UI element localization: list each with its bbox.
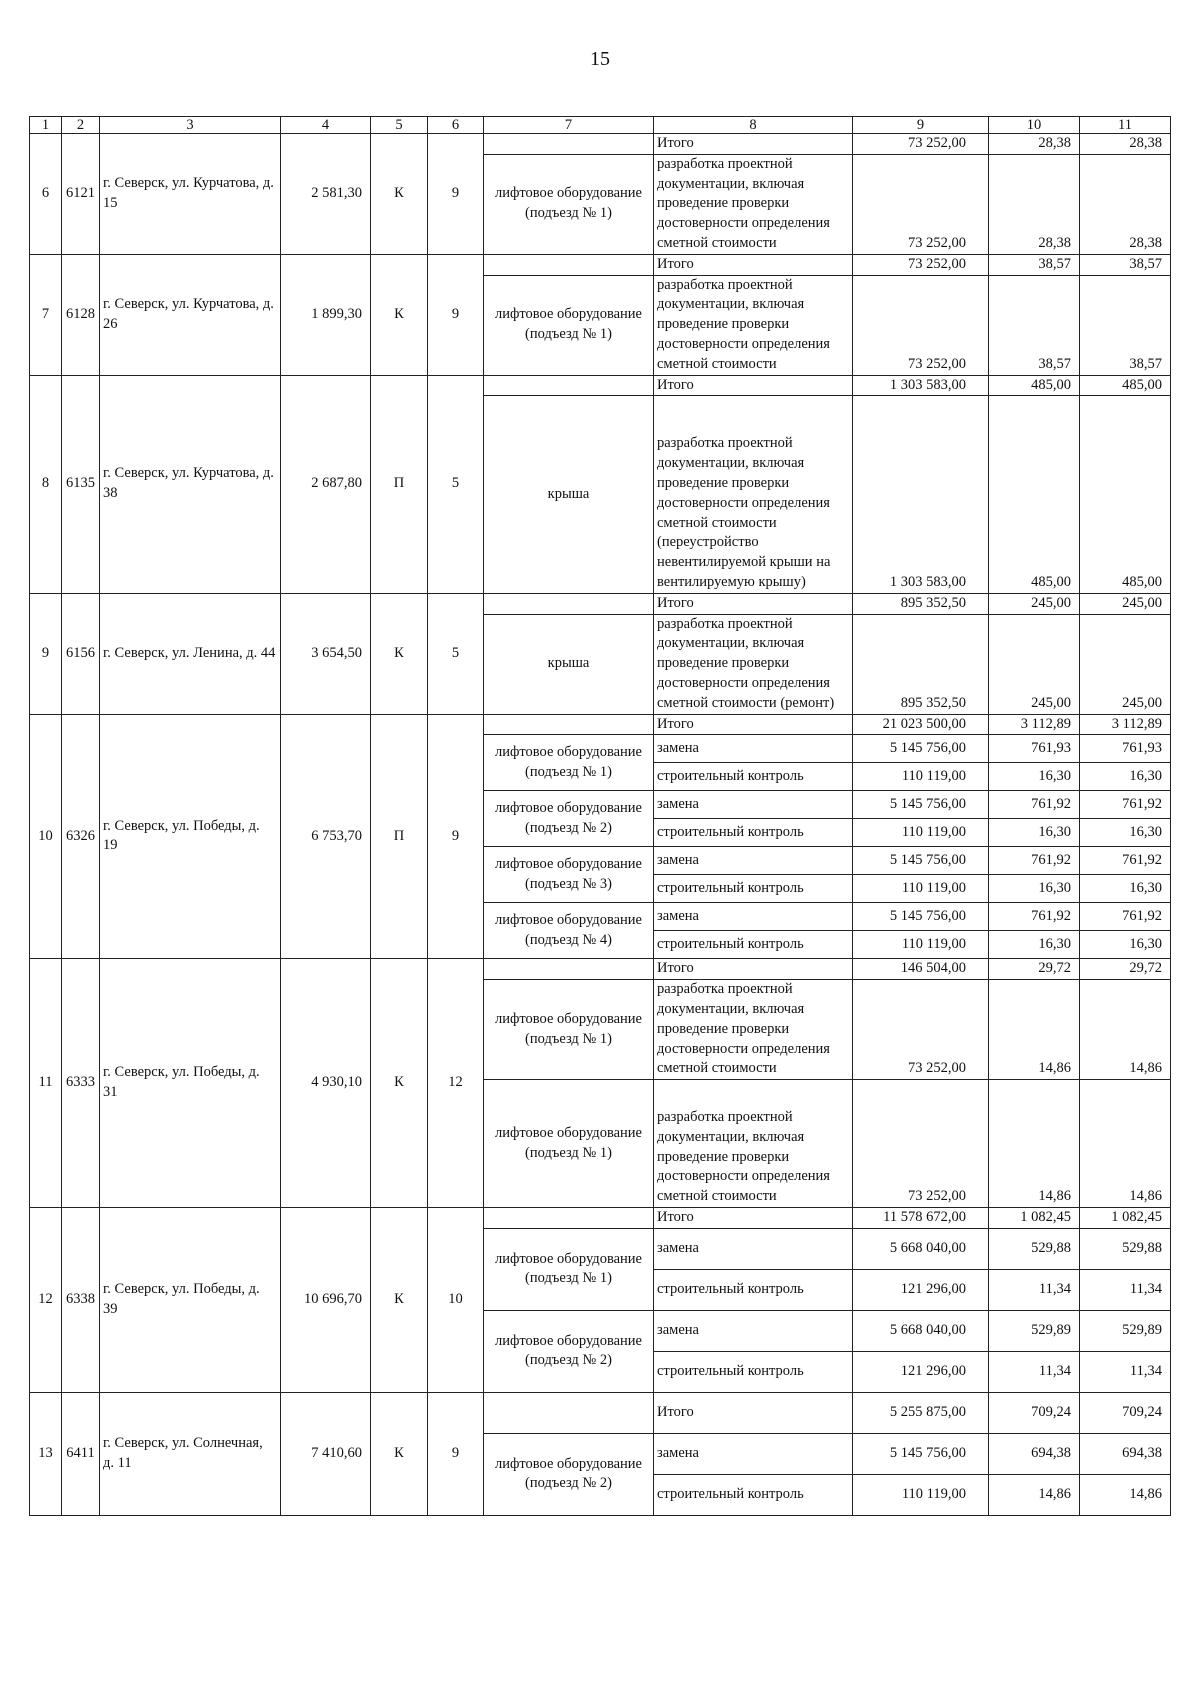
row-area: 1 899,30 bbox=[281, 254, 371, 375]
total-spacer bbox=[484, 959, 654, 980]
value-v9: 73 252,00 bbox=[853, 1080, 989, 1208]
element-name: лифтовое оборудование (подъезд № 2) bbox=[484, 791, 654, 847]
total-v11: 485,00 bbox=[1080, 375, 1171, 396]
total-v9: 73 252,00 bbox=[853, 254, 989, 275]
table-row bbox=[30, 714, 1171, 735]
row-area: 10 696,70 bbox=[281, 1208, 371, 1393]
row-floors: 9 bbox=[428, 134, 484, 255]
element-name: крыша bbox=[484, 396, 654, 593]
work-description: строительный контроль bbox=[654, 1474, 853, 1515]
row-type: К bbox=[371, 1392, 428, 1515]
value-v11: 761,93 bbox=[1080, 735, 1171, 763]
total-spacer bbox=[484, 1392, 654, 1433]
row-code: 6128 bbox=[62, 254, 100, 375]
element-name: лифтовое оборудование (подъезд № 3) bbox=[484, 847, 654, 903]
value-v10: 16,30 bbox=[989, 819, 1080, 847]
row-type: П bbox=[371, 375, 428, 593]
value-v11: 761,92 bbox=[1080, 791, 1171, 819]
value-v9: 121 296,00 bbox=[853, 1351, 989, 1392]
work-description: строительный контроль bbox=[654, 875, 853, 903]
work-description: строительный контроль bbox=[654, 819, 853, 847]
total-v9: 73 252,00 bbox=[853, 134, 989, 155]
row-number: 8 bbox=[30, 375, 62, 593]
row-floors: 12 bbox=[428, 959, 484, 1208]
work-description: разработка проектной документации, включая проведение проверки достоверности определения сметной стоимости bbox=[654, 1080, 853, 1208]
total-label: Итого bbox=[654, 1208, 853, 1229]
column-header: 6 bbox=[428, 117, 484, 134]
total-label: Итого bbox=[654, 134, 853, 155]
value-v9: 73 252,00 bbox=[853, 275, 989, 375]
row-number: 6 bbox=[30, 134, 62, 255]
column-header: 11 bbox=[1080, 117, 1171, 134]
column-header: 3 bbox=[100, 117, 281, 134]
row-floors: 10 bbox=[428, 1208, 484, 1393]
row-type: П bbox=[371, 714, 428, 959]
page-number: 15 bbox=[590, 48, 610, 70]
value-v9: 5 145 756,00 bbox=[853, 735, 989, 763]
value-v10: 529,88 bbox=[989, 1228, 1080, 1269]
value-v10: 485,00 bbox=[989, 396, 1080, 593]
row-number: 7 bbox=[30, 254, 62, 375]
row-address: г. Северск, ул. Победы, д. 39 bbox=[100, 1208, 281, 1393]
row-number: 10 bbox=[30, 714, 62, 959]
value-v9: 110 119,00 bbox=[853, 931, 989, 959]
table-row bbox=[30, 593, 1171, 614]
column-header: 4 bbox=[281, 117, 371, 134]
row-code: 6326 bbox=[62, 714, 100, 959]
element-name: лифтовое оборудование (подъезд № 1) bbox=[484, 154, 654, 254]
table-row bbox=[30, 254, 1171, 275]
row-area: 2 687,80 bbox=[281, 375, 371, 593]
value-v11: 16,30 bbox=[1080, 931, 1171, 959]
element-name: лифтовое оборудование (подъезд № 1) bbox=[484, 1080, 654, 1208]
value-v9: 110 119,00 bbox=[853, 819, 989, 847]
total-label: Итого bbox=[654, 1392, 853, 1433]
row-floors: 9 bbox=[428, 1392, 484, 1515]
total-spacer bbox=[484, 714, 654, 735]
total-v9: 1 303 583,00 bbox=[853, 375, 989, 396]
row-floors: 5 bbox=[428, 375, 484, 593]
work-description: строительный контроль bbox=[654, 1351, 853, 1392]
total-spacer bbox=[484, 134, 654, 155]
total-v11: 3 112,89 bbox=[1080, 714, 1171, 735]
column-header: 10 bbox=[989, 117, 1080, 134]
value-v10: 694,38 bbox=[989, 1433, 1080, 1474]
row-address: г. Северск, ул. Солнечная, д. 11 bbox=[100, 1392, 281, 1515]
value-v11: 16,30 bbox=[1080, 763, 1171, 791]
total-v11: 1 082,45 bbox=[1080, 1208, 1171, 1229]
capital-repair-table bbox=[29, 116, 1171, 1516]
value-v11: 14,86 bbox=[1080, 1474, 1171, 1515]
row-number: 12 bbox=[30, 1208, 62, 1393]
value-v10: 761,92 bbox=[989, 791, 1080, 819]
row-type: К bbox=[371, 134, 428, 255]
element-name: лифтовое оборудование (подъезд № 1) bbox=[484, 735, 654, 791]
value-v9: 121 296,00 bbox=[853, 1269, 989, 1310]
row-type: К bbox=[371, 254, 428, 375]
work-description: строительный контроль bbox=[654, 931, 853, 959]
column-header: 1 bbox=[30, 117, 62, 134]
value-v11: 694,38 bbox=[1080, 1433, 1171, 1474]
row-address: г. Северск, ул. Победы, д. 31 bbox=[100, 959, 281, 1208]
total-v11: 28,38 bbox=[1080, 134, 1171, 155]
element-name: лифтовое оборудование (подъезд № 1) bbox=[484, 275, 654, 375]
value-v11: 11,34 bbox=[1080, 1351, 1171, 1392]
row-code: 6333 bbox=[62, 959, 100, 1208]
row-code: 6338 bbox=[62, 1208, 100, 1393]
total-spacer bbox=[484, 1208, 654, 1229]
value-v9: 5 668 040,00 bbox=[853, 1310, 989, 1351]
value-v10: 11,34 bbox=[989, 1269, 1080, 1310]
table-row bbox=[30, 134, 1171, 155]
row-number: 13 bbox=[30, 1392, 62, 1515]
work-description: разработка проектной документации, включая проведение проверки достоверности определения сметной стоимости (переустройство невентилируемой крыши на вентилируемую крышу) bbox=[654, 396, 853, 593]
row-code: 6135 bbox=[62, 375, 100, 593]
value-v9: 110 119,00 bbox=[853, 1474, 989, 1515]
value-v11: 245,00 bbox=[1080, 614, 1171, 714]
total-v10: 29,72 bbox=[989, 959, 1080, 980]
row-type: К bbox=[371, 1208, 428, 1393]
value-v10: 16,30 bbox=[989, 931, 1080, 959]
row-code: 6411 bbox=[62, 1392, 100, 1515]
value-v9: 5 145 756,00 bbox=[853, 847, 989, 875]
value-v10: 761,93 bbox=[989, 735, 1080, 763]
value-v11: 28,38 bbox=[1080, 154, 1171, 254]
total-v10: 245,00 bbox=[989, 593, 1080, 614]
total-label: Итого bbox=[654, 375, 853, 396]
total-v11: 709,24 bbox=[1080, 1392, 1171, 1433]
value-v9: 895 352,50 bbox=[853, 614, 989, 714]
value-v11: 529,89 bbox=[1080, 1310, 1171, 1351]
total-label: Итого bbox=[654, 593, 853, 614]
value-v10: 14,86 bbox=[989, 1080, 1080, 1208]
total-v9: 895 352,50 bbox=[853, 593, 989, 614]
column-header: 2 bbox=[62, 117, 100, 134]
column-header: 8 bbox=[654, 117, 853, 134]
total-label: Итого bbox=[654, 254, 853, 275]
row-type: К bbox=[371, 593, 428, 714]
value-v11: 761,92 bbox=[1080, 847, 1171, 875]
total-v9: 21 023 500,00 bbox=[853, 714, 989, 735]
total-spacer bbox=[484, 593, 654, 614]
value-v9: 5 145 756,00 bbox=[853, 1433, 989, 1474]
row-area: 4 930,10 bbox=[281, 959, 371, 1208]
total-v10: 485,00 bbox=[989, 375, 1080, 396]
row-address: г. Северск, ул. Курчатова, д. 15 bbox=[100, 134, 281, 255]
total-v9: 11 578 672,00 bbox=[853, 1208, 989, 1229]
value-v10: 16,30 bbox=[989, 875, 1080, 903]
value-v11: 16,30 bbox=[1080, 875, 1171, 903]
work-description: замена bbox=[654, 847, 853, 875]
total-v10: 1 082,45 bbox=[989, 1208, 1080, 1229]
row-address: г. Северск, ул. Победы, д. 19 bbox=[100, 714, 281, 959]
work-description: замена bbox=[654, 1228, 853, 1269]
column-header: 7 bbox=[484, 117, 654, 134]
value-v9: 110 119,00 bbox=[853, 875, 989, 903]
table-row bbox=[30, 375, 1171, 396]
total-v9: 5 255 875,00 bbox=[853, 1392, 989, 1433]
value-v10: 14,86 bbox=[989, 1474, 1080, 1515]
value-v10: 38,57 bbox=[989, 275, 1080, 375]
total-v10: 28,38 bbox=[989, 134, 1080, 155]
row-floors: 9 bbox=[428, 254, 484, 375]
value-v10: 529,89 bbox=[989, 1310, 1080, 1351]
total-v11: 29,72 bbox=[1080, 959, 1171, 980]
total-label: Итого bbox=[654, 959, 853, 980]
total-spacer bbox=[484, 254, 654, 275]
element-name: лифтовое оборудование (подъезд № 1) bbox=[484, 1228, 654, 1310]
element-name: лифтовое оборудование (подъезд № 2) bbox=[484, 1310, 654, 1392]
total-v10: 3 112,89 bbox=[989, 714, 1080, 735]
value-v9: 1 303 583,00 bbox=[853, 396, 989, 593]
row-area: 6 753,70 bbox=[281, 714, 371, 959]
work-description: замена bbox=[654, 1433, 853, 1474]
value-v9: 110 119,00 bbox=[853, 763, 989, 791]
row-address: г. Северск, ул. Курчатова, д. 38 bbox=[100, 375, 281, 593]
value-v10: 16,30 bbox=[989, 763, 1080, 791]
value-v11: 16,30 bbox=[1080, 819, 1171, 847]
total-v10: 38,57 bbox=[989, 254, 1080, 275]
row-area: 7 410,60 bbox=[281, 1392, 371, 1515]
value-v9: 5 145 756,00 bbox=[853, 903, 989, 931]
row-code: 6121 bbox=[62, 134, 100, 255]
total-v9: 146 504,00 bbox=[853, 959, 989, 980]
work-description: замена bbox=[654, 735, 853, 763]
element-name: лифтовое оборудование (подъезд № 2) bbox=[484, 1433, 654, 1515]
row-code: 6156 bbox=[62, 593, 100, 714]
work-description: разработка проектной документации, включая проведение проверки достоверности определения сметной стоимости bbox=[654, 154, 853, 254]
total-v11: 38,57 bbox=[1080, 254, 1171, 275]
element-name: крыша bbox=[484, 614, 654, 714]
column-number-row bbox=[30, 117, 1171, 134]
total-label: Итого bbox=[654, 714, 853, 735]
value-v10: 761,92 bbox=[989, 903, 1080, 931]
element-name: лифтовое оборудование (подъезд № 1) bbox=[484, 980, 654, 1080]
value-v11: 485,00 bbox=[1080, 396, 1171, 593]
value-v9: 5 145 756,00 bbox=[853, 791, 989, 819]
row-area: 3 654,50 bbox=[281, 593, 371, 714]
table-row bbox=[30, 1392, 1171, 1433]
total-v11: 245,00 bbox=[1080, 593, 1171, 614]
table-row bbox=[30, 959, 1171, 980]
total-spacer bbox=[484, 375, 654, 396]
value-v10: 761,92 bbox=[989, 847, 1080, 875]
column-header: 5 bbox=[371, 117, 428, 134]
row-number: 11 bbox=[30, 959, 62, 1208]
work-description: замена bbox=[654, 791, 853, 819]
element-name: лифтовое оборудование (подъезд № 4) bbox=[484, 903, 654, 959]
row-floors: 9 bbox=[428, 714, 484, 959]
value-v10: 11,34 bbox=[989, 1351, 1080, 1392]
value-v10: 245,00 bbox=[989, 614, 1080, 714]
value-v11: 14,86 bbox=[1080, 980, 1171, 1080]
row-area: 2 581,30 bbox=[281, 134, 371, 255]
work-description: разработка проектной документации, включая проведение проверки достоверности определения сметной стоимости (ремонт) bbox=[654, 614, 853, 714]
value-v10: 28,38 bbox=[989, 154, 1080, 254]
value-v11: 529,88 bbox=[1080, 1228, 1171, 1269]
value-v9: 73 252,00 bbox=[853, 154, 989, 254]
row-address: г. Северск, ул. Курчатова, д. 26 bbox=[100, 254, 281, 375]
row-floors: 5 bbox=[428, 593, 484, 714]
column-header: 9 bbox=[853, 117, 989, 134]
value-v10: 14,86 bbox=[989, 980, 1080, 1080]
value-v11: 38,57 bbox=[1080, 275, 1171, 375]
table-row bbox=[30, 1208, 1171, 1229]
value-v11: 11,34 bbox=[1080, 1269, 1171, 1310]
work-description: строительный контроль bbox=[654, 1269, 853, 1310]
value-v9: 73 252,00 bbox=[853, 980, 989, 1080]
work-description: замена bbox=[654, 903, 853, 931]
work-description: разработка проектной документации, включая проведение проверки достоверности определения сметной стоимости bbox=[654, 275, 853, 375]
row-number: 9 bbox=[30, 593, 62, 714]
value-v11: 14,86 bbox=[1080, 1080, 1171, 1208]
value-v11: 761,92 bbox=[1080, 903, 1171, 931]
work-description: разработка проектной документации, включая проведение проверки достоверности определения сметной стоимости bbox=[654, 980, 853, 1080]
value-v9: 5 668 040,00 bbox=[853, 1228, 989, 1269]
row-address: г. Северск, ул. Ленина, д. 44 bbox=[100, 593, 281, 714]
total-v10: 709,24 bbox=[989, 1392, 1080, 1433]
work-description: строительный контроль bbox=[654, 763, 853, 791]
work-description: замена bbox=[654, 1310, 853, 1351]
row-type: К bbox=[371, 959, 428, 1208]
